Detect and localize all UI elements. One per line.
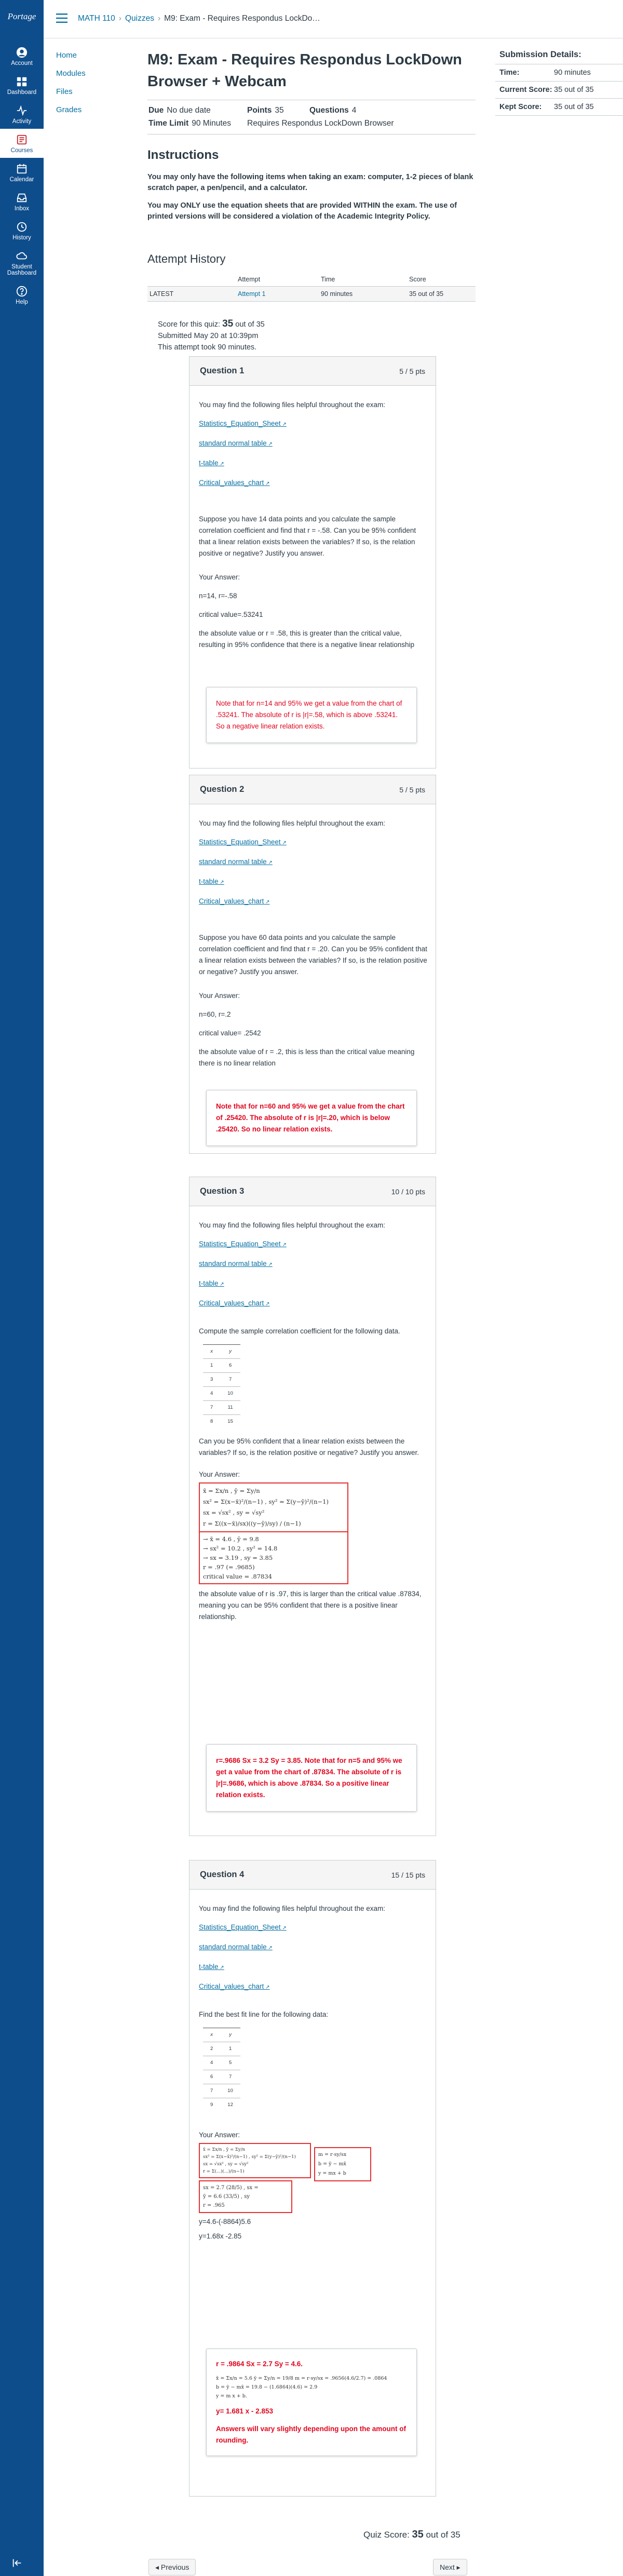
t-table-link[interactable]: t-table ↗ <box>199 1961 427 1974</box>
question-3-feedback: r=.9686 Sx = 3.2 Sy = 3.85. Note that for n=5 and 95% we get a value from the chart of .87834. The absolute of r is |r|=.9686, which is above .87834. So a positive linear relation exists. <box>206 1744 417 1812</box>
quiz-title: M9: Exam - Requires Respondus LockDown Browser + Webcam <box>147 51 462 90</box>
help-icon <box>16 286 28 297</box>
attempt-history-table: Attempt Time Score LATEST Attempt 1 90 minutes 35 out of 35 <box>147 273 476 302</box>
handwritten-line-formulas-image: m = r·sy/sx b = ȳ − mx̄ y = mx + b <box>314 2147 371 2181</box>
course-nav-home[interactable]: Home <box>56 51 77 60</box>
chevron-right-icon: › <box>157 14 161 23</box>
breadcrumb <box>78 14 320 23</box>
questions-label: Questions <box>309 106 349 115</box>
score-summary: Score for this quiz: 35 out of 35 Submitted May 20 at 10:39pm This attempt took 90 minutes. <box>158 318 265 352</box>
course-nav-modules[interactable]: Modules <box>56 69 86 78</box>
course-nav-files[interactable]: Files <box>56 87 73 96</box>
data-table: x y 2 1 4 5 6 7 7 10 9 12 <box>203 2028 240 2112</box>
question-3: Question 3 10 / 10 pts You may find the following files helpful throughout the exam: Statistics_Equation_Sheet ↗ standard normal table ↗ t-table ↗ Critical_values_chart ↗ Compute the sample correlation coefficient for the following data. x y 1 6 3 7 4 10 7 11 8 15 Can you be 95% confident that a linear relation exists between the variables? If so, is the relation positive or negative? Justify you answer. Your Answer: x̄ = Σx/n , ȳ = Σy/n sx² = Σ(x−x̄)²/(n−1) , sy² = Σ(y−ȳ)²/(n−1) sx = √sx² , sy = √sy² r = Σ((x−x̄)/sx)((y−ȳ)/sy) / (n−1) → x̄ = 4.6 , ȳ = 9.8 → sx² = 10.2 , sy² = 14.8 → sx = 3.19 , sy = 3.85 r = .97 (= .9685) critical value = .87834 the absolute value of r is .97, this is larger than the critical value .87834, meaning you can be 95% confident that there is a positive linear relationship. r=.9686 Sx = 3.2 Sy = 3.85. Note that for n=5 and 95% we get a value from the chart of .87834. The absolute of r is |r|=.9686, which is above .87834. So a positive linear relation exists. <box>189 1177 436 1836</box>
time-limit-label: Time Limit <box>148 119 189 128</box>
hamburger-menu-icon[interactable] <box>56 14 67 23</box>
critical-values-chart-link[interactable]: Critical_values_chart ↗ <box>199 1298 427 1310</box>
top-bar <box>44 0 623 38</box>
question-4-feedback: r = .9864 Sx = 2.7 Sy = 4.6. x̄ = Σx/n = 5.6 ȳ = Σy/n = 19/8 m = r·sy/sx = .9656(4.6/2.7) = .0864 b = ȳ − mx̄ = 19.8 − (1.6864)(4.6) = 2.9 y = m x + b. y= 1.681 x - 2.853 Answers will vary slightly depending upon the amount of rounding. <box>206 2349 417 2456</box>
instructions-body: You may only have the following items when taking an exam: computer, 1-2 pieces of blank scratch paper, a pen/pencil, and a calculator. You may ONLY use the equation sheets that are provided WITHIN the exam. The use of printed versions will be considered a violation of the Academic Integrity Policy. <box>147 173 473 221</box>
question-2-feedback: Note that for n=60 and 95% we get a value from the chart of .25420. The absolute of r is |r|=.20, which is below .25420. So no linear relation exists. <box>206 1090 417 1146</box>
history-icon <box>16 221 28 233</box>
critical-values-chart-link[interactable]: Critical_values_chart ↗ <box>199 1981 427 1993</box>
account-icon <box>16 47 28 58</box>
inbox-icon <box>16 192 28 204</box>
global-nav <box>0 0 44 2576</box>
question-1-feedback: Note that for n=14 and 95% we get a value from the chart of .53241. The absolute of r is |r|=.58, which is above .53241. So a negative linear relation exists. <box>206 687 417 743</box>
quiz-score: Quiz Score: 35 out of 35 <box>363 2529 461 2540</box>
instructions-heading: Instructions <box>147 148 219 163</box>
global-nav-calendar[interactable]: Calendar <box>0 158 44 187</box>
student-dashboard-icon <box>16 250 28 262</box>
t-table-link[interactable]: t-table ↗ <box>199 1278 427 1290</box>
feedback-solution-image: x̄ = Σx/n = 5.6 ȳ = Σy/n = 19/8 m = r·sy/sx = .9656(4.6/2.7) = .0864 b = ȳ − mx̄ = 19.8 − (1.6864)(4.6) = 2.9 y = m x + b. <box>216 2376 387 2399</box>
global-nav-help[interactable]: Help <box>0 280 44 309</box>
collapse-nav-icon[interactable] <box>11 2557 23 2569</box>
handwritten-work-image: sx = 2.7 (28/5) , sx = ȳ = 6.6 (33/5) , sy r = .965 <box>199 2180 292 2213</box>
t-table-link[interactable]: t-table ↗ <box>199 457 427 470</box>
points-label: Points <box>247 106 272 115</box>
previous-button[interactable]: ◂ Previous <box>148 2559 196 2575</box>
standard-normal-table-link[interactable]: standard normal table ↗ <box>199 1941 427 1954</box>
submission-heading: Submission Details: <box>499 50 581 59</box>
statistics-equation-sheet-link[interactable]: Statistics_Equation_Sheet ↗ <box>199 1922 427 1934</box>
course-nav <box>56 51 129 124</box>
quiz-main <box>147 49 476 353</box>
points-value: 35 <box>275 106 284 115</box>
data-table: x y 1 6 3 7 4 10 7 11 8 15 <box>203 1344 240 1428</box>
global-nav-activity[interactable]: Activity <box>0 100 44 129</box>
breadcrumb-course[interactable]: MATH 110 <box>78 14 115 23</box>
statistics-equation-sheet-link[interactable]: Statistics_Equation_Sheet ↗ <box>199 837 427 849</box>
courses-icon <box>16 134 28 145</box>
activity-icon <box>16 105 28 116</box>
question-4: Question 4 15 / 15 pts You may find the following files helpful throughout the exam: Statistics_Equation_Sheet ↗ standard normal table ↗ t-table ↗ Critical_values_chart ↗ Find the best fit line for the following data: x y 2 1 4 5 6 7 7 10 9 12 Your Answer: x̄ = Σx/n , ȳ = Σy/n sx² = Σ(x−x̄)²/(n−1) , sy² = Σ(y−ȳ)²/(n−1) sx = √sx² , sy = √sy² r = Σ(...)(...)/(n−1) m = r·sy/sx b = ȳ − mx̄ y = mx + b sx = 2.7 (28/5) , sx = ȳ = 6.6 (33/5) , sy r = .965 y=4.6-(-8864)5.6 y=1.68x -2.85 r = .9864 Sx = 2.7 Sy = 4.6. x̄ = Σx/n = 5.6 ȳ = Σy/n = 19/8 m = r·sy/sx = .9656(4.6/2.7) = .0864 b = ȳ − mx̄ = 19.8 − (1.6864)(4.6) = 2.9 y = m x + b. y= 1.681 x - 2.853 Answers will vary slightly depending upon the amount of rounding. <box>189 1860 436 2497</box>
question-1: Question 1 5 / 5 pts You may find the following files helpful throughout the exam: Statistics_Equation_Sheet ↗ standard normal table ↗ t-table ↗ Critical_values_chart ↗ Suppose you have 14 data points and you calculate the sample correlation coefficient and find that r = -.58. Can you be 95% confident that a linear relation exists between the variables? If so, is the relation positive or negative? Justify you answer. Your Answer: n=14, r=-.58 critical value=.53241 the absolute value or r = .58, this is greater than the critical value, resulting in 95% confidence that there is a negative linear relationship Note that for n=14 and 95% we get a value from the chart of .53241. The absolute of r is |r|=.58, which is above .53241. So a negative linear relation exists. <box>189 356 436 768</box>
global-nav-dashboard[interactable]: Dashboard <box>0 71 44 100</box>
attempt-link[interactable]: Attempt 1 <box>238 290 266 298</box>
global-nav-inbox[interactable]: Inbox <box>0 187 44 216</box>
handwritten-work-image: → x̄ = 4.6 , ȳ = 9.8 → sx² = 10.2 , sy² = 14.8 → sx = 3.19 , sy = 3.85 r = .97 (= .9685) critical value = .87834 <box>199 1531 348 1584</box>
handwritten-formulas-image: x̄ = Σx/n , ȳ = Σy/n sx² = Σ(x−x̄)²/(n−1) , sy² = Σ(y−ȳ)²/(n−1) sx = √sx² , sy = √sy² r = Σ(...)(...)/(n−1) <box>199 2143 311 2178</box>
standard-normal-table-link[interactable]: standard normal table ↗ <box>199 856 427 869</box>
statistics-equation-sheet-link[interactable]: Statistics_Equation_Sheet ↗ <box>199 1238 427 1251</box>
due-label: Due <box>148 106 164 115</box>
submission-details: Submission Details: Time: 90 minutes Current Score: 35 out of 35 Kept Score: 35 out of 35 <box>495 50 623 116</box>
calendar-icon <box>16 163 28 174</box>
standard-normal-table-link[interactable]: standard normal table ↗ <box>199 1258 427 1271</box>
file-links <box>199 418 427 490</box>
lockdown-requirement: Requires Respondus LockDown Browser <box>247 119 394 128</box>
handwritten-formulas-image: x̄ = Σx/n , ȳ = Σy/n sx² = Σ(x−x̄)²/(n−1) , sy² = Σ(y−ȳ)²/(n−1) sx = √sx² , sy = √sy² r = Σ((x−x̄)/sx)((y−ȳ)/sy) / (n−1) <box>199 1482 348 1532</box>
time-limit-value: 90 Minutes <box>192 119 232 128</box>
due-value: No due date <box>167 106 211 115</box>
t-table-link[interactable]: t-table ↗ <box>199 876 427 888</box>
file-links <box>199 1922 427 1993</box>
critical-values-chart-link[interactable]: Critical_values_chart ↗ <box>199 896 427 908</box>
dashboard-icon <box>16 76 28 87</box>
critical-values-chart-link[interactable]: Critical_values_chart ↗ <box>199 477 427 490</box>
attempt-history-heading: Attempt History <box>147 252 226 266</box>
global-nav-history[interactable]: History <box>0 216 44 245</box>
global-nav-courses[interactable]: Courses <box>0 129 44 158</box>
breadcrumb-quizzes[interactable]: Quizzes <box>125 14 154 23</box>
portage-logo[interactable]: Portage <box>7 11 36 21</box>
file-links <box>199 1238 427 1310</box>
questions-value: 4 <box>351 106 357 115</box>
global-nav-student-dashboard[interactable]: Student Dashboard <box>0 245 44 280</box>
statistics-equation-sheet-link[interactable]: Statistics_Equation_Sheet ↗ <box>199 418 427 430</box>
breadcrumb-current: M9: Exam - Requires Respondus LockDo… <box>164 14 320 23</box>
global-nav-account[interactable]: Account <box>0 42 44 71</box>
question-2: Question 2 5 / 5 pts You may find the following files helpful throughout the exam: Statistics_Equation_Sheet ↗ standard normal table ↗ t-table ↗ Critical_values_chart ↗ Suppose you have 60 data points and you calculate the sample correlation coefficient and find that r = .20. Can you be 95% confident that a linear relation exists between the variables? If so, is the relation positive or negative? Justify you answer. Your Answer: n=60, r=.2 critical value= .2542 the absolute value of r = .2, this is less than the critical value meaning there is no linear relation Note that for n=60 and 95% we get a value from the chart of .25420. The absolute of r is |r|=.20, which is below .25420. So no linear relation exists. <box>189 775 436 1154</box>
chevron-right-icon: › <box>118 14 121 23</box>
quiz-meta <box>147 100 476 134</box>
next-button[interactable]: Next ▸ <box>433 2559 467 2575</box>
course-nav-grades[interactable]: Grades <box>56 105 82 114</box>
standard-normal-table-link[interactable]: standard normal table ↗ <box>199 438 427 450</box>
file-links <box>199 837 427 908</box>
table-row: LATEST Attempt 1 90 minutes 35 out of 35 <box>147 287 476 302</box>
